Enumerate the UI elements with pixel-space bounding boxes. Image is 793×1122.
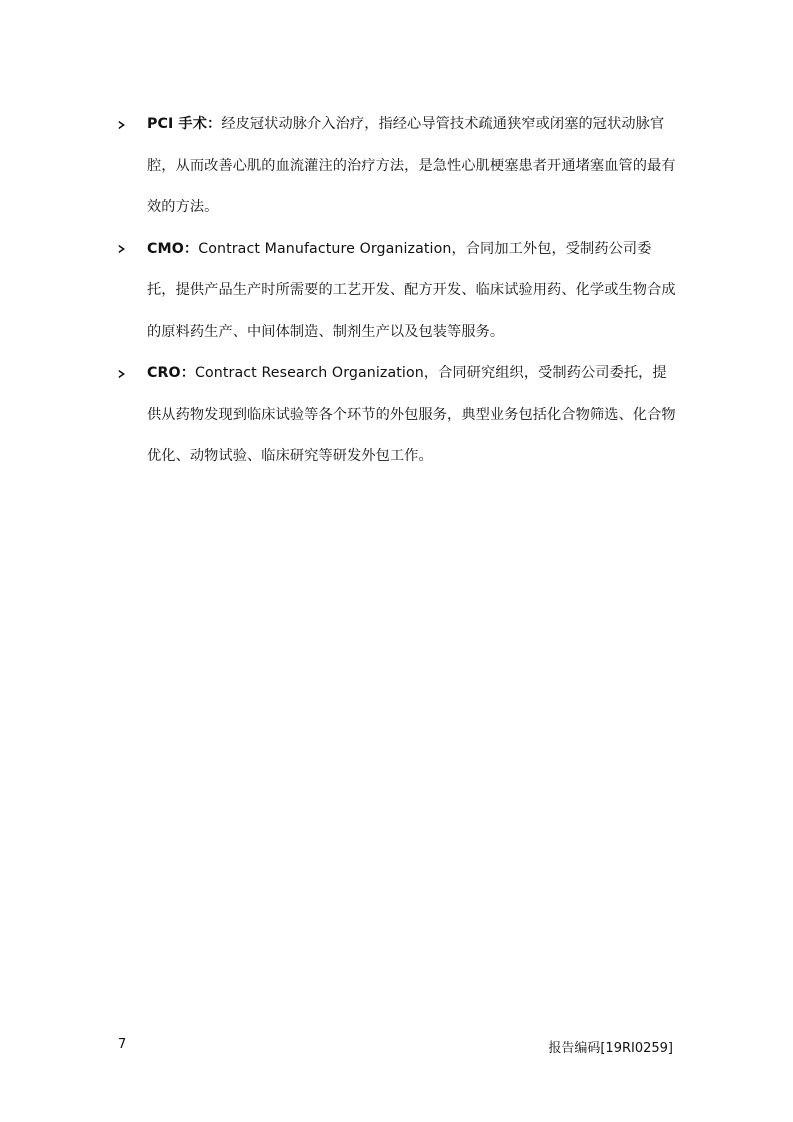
arrow-bullet-icon — [118, 104, 132, 146]
glossary-term: CRO — [147, 365, 181, 381]
glossary-list — [118, 104, 678, 478]
term-separator: ： — [183, 240, 199, 257]
glossary-definition: 经皮冠状动脉介入治疗，指经心导管技术疏通狭窄或闭塞的冠状动脉官腔，从而改善心肌的血流灌注的治疗方法，是急性心肌梗塞患者开通堵塞血管的最有效的方法。 — [147, 116, 676, 215]
glossary-entry-pci — [118, 104, 678, 229]
glossary-term: CMO — [147, 240, 184, 257]
glossary-entry-cmo — [118, 229, 678, 354]
glossary-entry-cro — [118, 353, 678, 478]
term-separator: ： — [207, 116, 222, 132]
glossary-term: PCI 手术 — [147, 116, 208, 132]
report-code: 报告编码[19RI0259] — [548, 1041, 673, 1056]
glossary-definition: Contract Manufacture Organization，合同加工外包，受制药公司委托，提供产品生产时所需要的工艺开发、配方开发、临床试验用药、化学或生物合成的原料药生产、中间体制造、制剂生产以及包装等服务。 — [147, 240, 676, 340]
glossary-definition: Contract Research Organization，合同研究组织，受制药公司委托，提供从药物发现到临床试验等各个环节的外包服务，典型业务包括化合物筛选、化合物优化、动物试验、临床研究等研发外包工作。 — [147, 365, 676, 464]
arrow-bullet-icon — [118, 353, 132, 395]
page-number: 7 — [118, 1037, 127, 1052]
arrow-bullet-icon — [118, 229, 132, 271]
term-separator: ： — [180, 365, 195, 381]
